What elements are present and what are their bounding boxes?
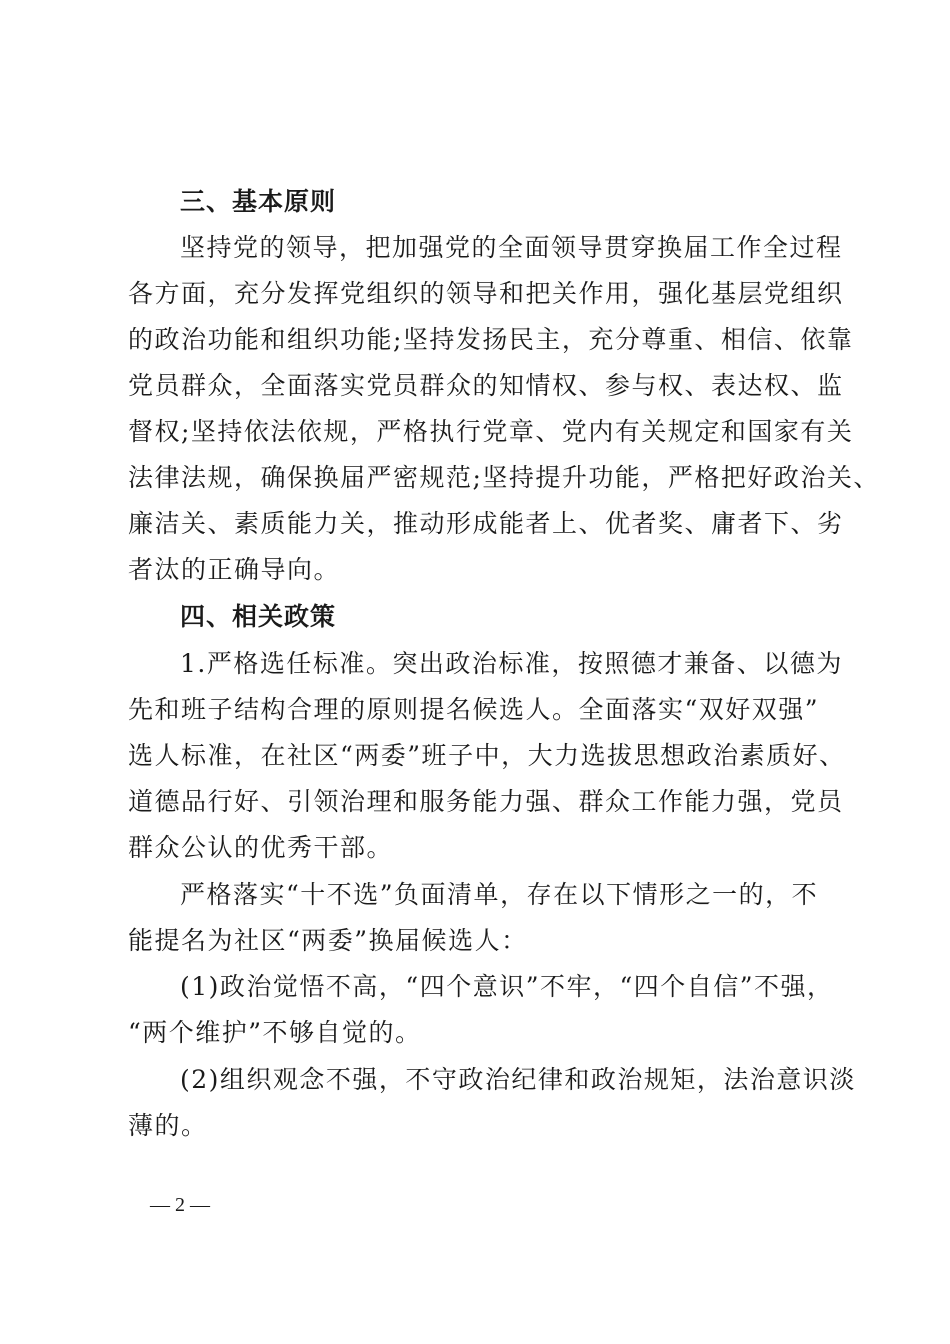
paragraph-line: 1.严格选任标准。突出政治标准，按照德才兼备、以德为 [180, 649, 843, 678]
paragraph-line: 选人标准，在社区“两委”班子中，大力选拔思想政治素质好、 [128, 741, 846, 770]
section-heading-related-policies: 四、相关政策 [180, 602, 337, 631]
paragraph-line: 者汰的正确导向。 [128, 555, 341, 584]
paragraph-line: 党员群众，全面落实党员群众的知情权、参与权、表达权、监 [128, 371, 844, 400]
list-item-line: (2)组织观念不强，不守政治纪律和政治规矩，法治意识淡 [180, 1065, 856, 1094]
list-item-line: (1)政治觉悟不高，“四个意识”不牢，“四个自信”不强， [180, 972, 834, 1001]
list-item-line: 薄的。 [128, 1111, 208, 1140]
list-item-line: “两个维护”不够自觉的。 [128, 1018, 422, 1047]
paragraph-line: 群众公认的优秀干部。 [128, 833, 394, 862]
paragraph-line: 法律法规，确保换届严密规范;坚持提升功能，严格把好政治关、 [128, 463, 880, 492]
paragraph-line: 坚持党的领导，把加强党的全面领导贯穿换届工作全过程 [180, 233, 843, 262]
page-number: — 2 — [150, 1194, 210, 1216]
paragraph-line: 道德品行好、引领治理和服务能力强、群众工作能力强，党员 [128, 787, 844, 816]
paragraph-line: 先和班子结构合理的原则提名候选人。全面落实“双好双强” [128, 695, 820, 724]
section-heading-basic-principles: 三、基本原则 [180, 187, 337, 216]
paragraph-line: 各方面，充分发挥党组织的领导和把关作用，强化基层党组织 [128, 279, 844, 308]
paragraph-line: 能提名为社区“两委”换届候选人： [128, 926, 528, 955]
paragraph-line: 督权;坚持依法依规，严格执行党章、党内有关规定和国家有关 [128, 417, 854, 446]
paragraph-line: 的政治功能和组织功能;坚持发扬民主，充分尊重、相信、依靠 [128, 325, 854, 354]
paragraph-line: 严格落实“十不选”负面清单，存在以下情形之一的，不 [180, 880, 819, 909]
paragraph-line: 廉洁关、素质能力关，推动形成能者上、优者奖、庸者下、劣 [128, 509, 844, 538]
